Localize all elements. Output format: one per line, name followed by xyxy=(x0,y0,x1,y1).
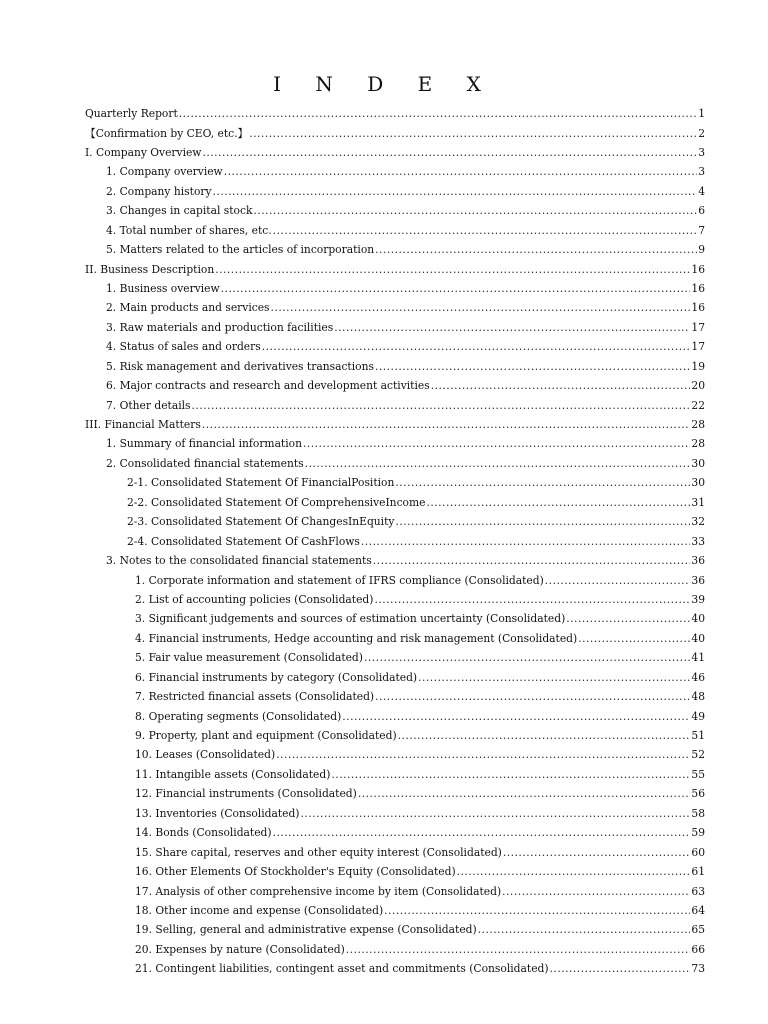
toc-entry-label: 4. Status of sales and orders xyxy=(106,340,261,354)
toc-entry-label: 2. List of accounting policies (Consolidated) xyxy=(135,592,374,606)
toc-entry-label: 17. Analysis of other comprehensive income by item (Consolidated) xyxy=(135,884,502,898)
toc-entry-page-number: 36 xyxy=(691,573,705,587)
toc-entry-label: 7. Other details xyxy=(106,398,191,412)
toc-entry-label: 12. Financial instruments (Consolidated) xyxy=(135,787,357,801)
toc-entry[interactable] xyxy=(85,690,705,709)
toc-entry-label: 4. Financial instruments, Hedge accounting and risk management (Consolidated) xyxy=(135,631,578,645)
toc-entry-page-number: 28 xyxy=(691,418,705,431)
dot-leader xyxy=(361,535,690,548)
dot-leader xyxy=(364,651,690,664)
toc-entry-page-number: 48 xyxy=(691,690,705,704)
dot-leader xyxy=(374,593,690,606)
toc-entry-label: II. Business Description xyxy=(85,262,215,276)
dot-leader xyxy=(395,476,690,489)
toc-entry-label: 2-4. Consolidated Statement Of CashFlows xyxy=(127,534,360,548)
toc-entry[interactable] xyxy=(85,496,705,515)
toc-entry[interactable] xyxy=(85,535,705,554)
toc-entry[interactable] xyxy=(85,379,705,398)
toc-entry-page-number: 20 xyxy=(691,379,705,393)
toc-entry-label: 5. Matters related to the articles of incorporation xyxy=(106,243,375,257)
toc-entry-page-number: 33 xyxy=(691,534,705,548)
toc-entry-page-number: 41 xyxy=(691,651,705,665)
dot-leader xyxy=(273,224,698,237)
toc-entry[interactable] xyxy=(85,554,705,573)
toc-entry[interactable] xyxy=(85,632,705,651)
dot-leader xyxy=(395,515,690,528)
toc-entry-label: 10. Leases (Consolidated) xyxy=(135,748,276,762)
toc-entry-page-number: 31 xyxy=(691,495,705,509)
toc-entry-page-number: 49 xyxy=(691,709,705,723)
dot-leader xyxy=(478,923,691,936)
dot-leader xyxy=(202,418,691,431)
dot-leader xyxy=(384,904,690,917)
toc-entry[interactable] xyxy=(85,185,705,204)
table-of-contents xyxy=(85,107,705,982)
toc-entry[interactable] xyxy=(85,263,705,282)
toc-entry-label: 18. Other income and expense (Consolidated) xyxy=(135,903,384,917)
toc-entry-label: 3. Notes to the consolidated financial statements xyxy=(106,554,372,568)
toc-entry-page-number: 28 xyxy=(691,437,705,451)
dot-leader xyxy=(215,263,690,276)
toc-entry[interactable] xyxy=(85,515,705,534)
toc-entry-label: 16. Other Elements Of Stockholder's Equity (Consolidated) xyxy=(135,865,456,879)
toc-entry[interactable] xyxy=(85,457,705,476)
toc-entry[interactable] xyxy=(85,321,705,340)
toc-entry-label: 1. Business overview xyxy=(106,281,220,295)
toc-entry-label: 19. Selling, general and administrative expense (Consolidated) xyxy=(135,923,477,937)
toc-entry-page-number: 30 xyxy=(691,456,705,470)
dot-leader xyxy=(431,379,691,392)
toc-entry-label: 3. Significant judgements and sources of estimation uncertainty (Consolidated) xyxy=(135,612,566,626)
toc-entry[interactable] xyxy=(85,826,705,845)
toc-entry-page-number: 3 xyxy=(698,165,705,179)
toc-entry[interactable] xyxy=(85,146,705,165)
dot-leader xyxy=(334,321,690,334)
toc-entry[interactable] xyxy=(85,418,705,437)
toc-entry-label: 15. Share capital, reserves and other equity interest (Consolidated) xyxy=(135,845,502,859)
toc-entry[interactable] xyxy=(85,748,705,767)
toc-entry-page-number: 22 xyxy=(691,398,705,412)
toc-entry-label: 3. Raw materials and production facilities xyxy=(106,320,334,334)
toc-entry[interactable] xyxy=(85,612,705,631)
toc-entry-label: 11. Intangible assets (Consolidated) xyxy=(135,767,331,781)
toc-entry[interactable] xyxy=(85,885,705,904)
toc-entry-page-number: 30 xyxy=(691,476,705,490)
toc-entry-page-number: 40 xyxy=(691,631,705,645)
toc-entry-page-number: 16 xyxy=(691,281,705,295)
toc-entry-label: 13. Inventories (Consolidated) xyxy=(135,806,300,820)
dot-leader xyxy=(566,612,690,625)
dot-leader xyxy=(398,729,691,742)
toc-entry[interactable] xyxy=(85,107,705,126)
dot-leader xyxy=(253,204,697,217)
dot-leader xyxy=(375,360,690,373)
toc-entry[interactable] xyxy=(85,846,705,865)
toc-entry-page-number: 3 xyxy=(698,145,705,159)
toc-entry-page-number: 59 xyxy=(691,826,705,840)
dot-leader xyxy=(273,826,691,839)
toc-entry-page-number: 1 xyxy=(698,107,705,120)
toc-entry-label: 5. Fair value measurement (Consolidated) xyxy=(135,651,363,665)
toc-entry-label: 2. Consolidated financial statements xyxy=(106,456,304,470)
toc-entry-page-number: 16 xyxy=(691,301,705,315)
toc-entry-page-number: 73 xyxy=(691,962,705,976)
toc-entry-label: 2. Company history xyxy=(106,184,212,198)
toc-entry-page-number: 51 xyxy=(691,729,705,742)
toc-entry[interactable] xyxy=(85,476,705,495)
toc-entry-page-number: 7 xyxy=(698,223,705,237)
toc-entry[interactable] xyxy=(85,904,705,923)
toc-entry-label: 20. Expenses by nature (Consolidated) xyxy=(135,942,345,956)
toc-entry[interactable] xyxy=(85,224,705,243)
toc-entry-label: 6. Major contracts and research and development activities xyxy=(106,379,430,393)
toc-entry-page-number: 32 xyxy=(691,515,705,529)
dot-leader xyxy=(578,632,690,645)
toc-entry[interactable] xyxy=(85,807,705,826)
dot-leader xyxy=(224,165,697,178)
toc-entry-label: 5. Risk management and derivatives transactions xyxy=(106,359,374,373)
toc-entry-label: 1. Company overview xyxy=(106,165,223,179)
toc-entry[interactable] xyxy=(85,204,705,223)
toc-entry-page-number: 40 xyxy=(691,612,705,626)
dot-leader xyxy=(303,437,690,450)
toc-entry[interactable] xyxy=(85,923,705,942)
toc-entry-page-number: 19 xyxy=(691,359,705,373)
toc-entry-label: 3. Changes in capital stock xyxy=(106,204,253,218)
toc-entry-page-number: 6 xyxy=(698,204,705,218)
toc-entry-page-number: 56 xyxy=(691,787,705,801)
toc-entry-page-number: 55 xyxy=(691,767,705,781)
dot-leader xyxy=(305,457,691,470)
dot-leader xyxy=(202,146,697,159)
dot-leader xyxy=(342,710,690,723)
toc-entry-label: 2-1. Consolidated Statement Of FinancialPosition xyxy=(127,476,395,490)
toc-entry-page-number: 60 xyxy=(691,845,705,859)
toc-entry-label: 6. Financial instruments by category (Consolidated) xyxy=(135,670,418,684)
dot-leader xyxy=(457,865,691,878)
toc-entry-label: 4. Total number of shares, etc. xyxy=(106,223,272,237)
toc-entry[interactable] xyxy=(85,574,705,593)
toc-entry[interactable] xyxy=(85,671,705,690)
toc-entry-label: 2. Main products and services xyxy=(106,301,270,315)
toc-entry-page-number: 66 xyxy=(691,942,705,956)
dot-leader xyxy=(179,107,697,120)
toc-entry-page-number: 17 xyxy=(691,320,705,334)
toc-entry-label: 1. Summary of financial information xyxy=(106,437,302,451)
toc-entry-page-number: 36 xyxy=(691,554,705,568)
dot-leader xyxy=(192,399,691,412)
toc-entry-page-number: 52 xyxy=(691,748,705,762)
toc-entry[interactable] xyxy=(85,165,705,184)
toc-entry[interactable] xyxy=(85,340,705,359)
dot-leader xyxy=(213,185,698,198)
toc-entry-label: 【Confirmation by CEO, etc.】 xyxy=(85,127,249,141)
dot-leader xyxy=(550,962,691,975)
toc-entry-page-number: 64 xyxy=(691,903,705,917)
toc-entry-label: 14. Bonds (Consolidated) xyxy=(135,826,272,840)
toc-entry-page-number: 2 xyxy=(698,127,705,141)
toc-entry[interactable] xyxy=(85,360,705,379)
toc-entry-page-number: 63 xyxy=(691,884,705,898)
toc-entry-label: III. Financial Matters xyxy=(85,418,201,431)
toc-entry-label: 1. Corporate information and statement of IFRS compliance (Consolidated) xyxy=(135,573,544,587)
dot-leader xyxy=(375,243,697,256)
dot-leader xyxy=(373,554,691,567)
dot-leader xyxy=(418,671,690,684)
dot-leader xyxy=(502,885,690,898)
toc-entry[interactable] xyxy=(85,282,705,301)
toc-entry-label: Quarterly Report xyxy=(85,107,178,120)
toc-entry-label: 7. Restricted financial assets (Consolidated) xyxy=(135,690,375,704)
toc-entry-page-number: 58 xyxy=(691,806,705,820)
toc-entry[interactable] xyxy=(85,962,705,981)
dot-leader xyxy=(262,340,691,353)
dot-leader xyxy=(271,301,691,314)
dot-leader xyxy=(375,690,690,703)
toc-entry-page-number: 9 xyxy=(698,243,705,257)
toc-entry-page-number: 65 xyxy=(691,923,705,937)
dot-leader xyxy=(503,846,691,859)
index-title: I N D E X xyxy=(273,72,495,96)
dot-leader xyxy=(346,943,691,956)
toc-entry-label: 8. Operating segments (Consolidated) xyxy=(135,709,342,723)
dot-leader xyxy=(358,787,691,800)
toc-entry[interactable] xyxy=(85,787,705,806)
toc-entry[interactable] xyxy=(85,437,705,456)
toc-entry[interactable] xyxy=(85,943,705,962)
dot-leader xyxy=(426,496,690,509)
toc-entry[interactable] xyxy=(85,729,705,748)
dot-leader xyxy=(300,807,690,820)
toc-entry-label: 2-3. Consolidated Statement Of ChangesInEquity xyxy=(127,515,395,529)
toc-entry[interactable] xyxy=(85,243,705,262)
dot-leader xyxy=(276,748,690,761)
toc-entry[interactable] xyxy=(85,301,705,320)
toc-entry[interactable] xyxy=(85,768,705,787)
toc-entry[interactable] xyxy=(85,710,705,729)
toc-entry-page-number: 61 xyxy=(691,865,705,879)
toc-entry-page-number: 4 xyxy=(698,184,705,198)
toc-entry[interactable] xyxy=(85,651,705,670)
dot-leader xyxy=(221,282,691,295)
toc-entry-label: 9. Property, plant and equipment (Consolidated) xyxy=(135,729,397,742)
toc-entry-label: I. Company Overview xyxy=(85,145,202,159)
toc-entry-label: 21. Contingent liabilities, contingent asset and commitments (Consolidated) xyxy=(135,962,549,976)
toc-entry-page-number: 46 xyxy=(691,670,705,684)
toc-entry[interactable] xyxy=(85,593,705,612)
toc-entry[interactable] xyxy=(85,126,705,145)
toc-entry-label: 2-2. Consolidated Statement Of ComprehensiveIncome xyxy=(127,495,426,509)
toc-entry[interactable] xyxy=(85,865,705,884)
dot-leader xyxy=(545,574,691,587)
dot-leader xyxy=(249,127,697,140)
toc-entry-page-number: 16 xyxy=(691,262,705,276)
dot-leader xyxy=(331,768,690,781)
toc-entry-page-number: 17 xyxy=(691,340,705,354)
toc-entry[interactable] xyxy=(85,399,705,418)
toc-entry-page-number: 39 xyxy=(691,592,705,606)
